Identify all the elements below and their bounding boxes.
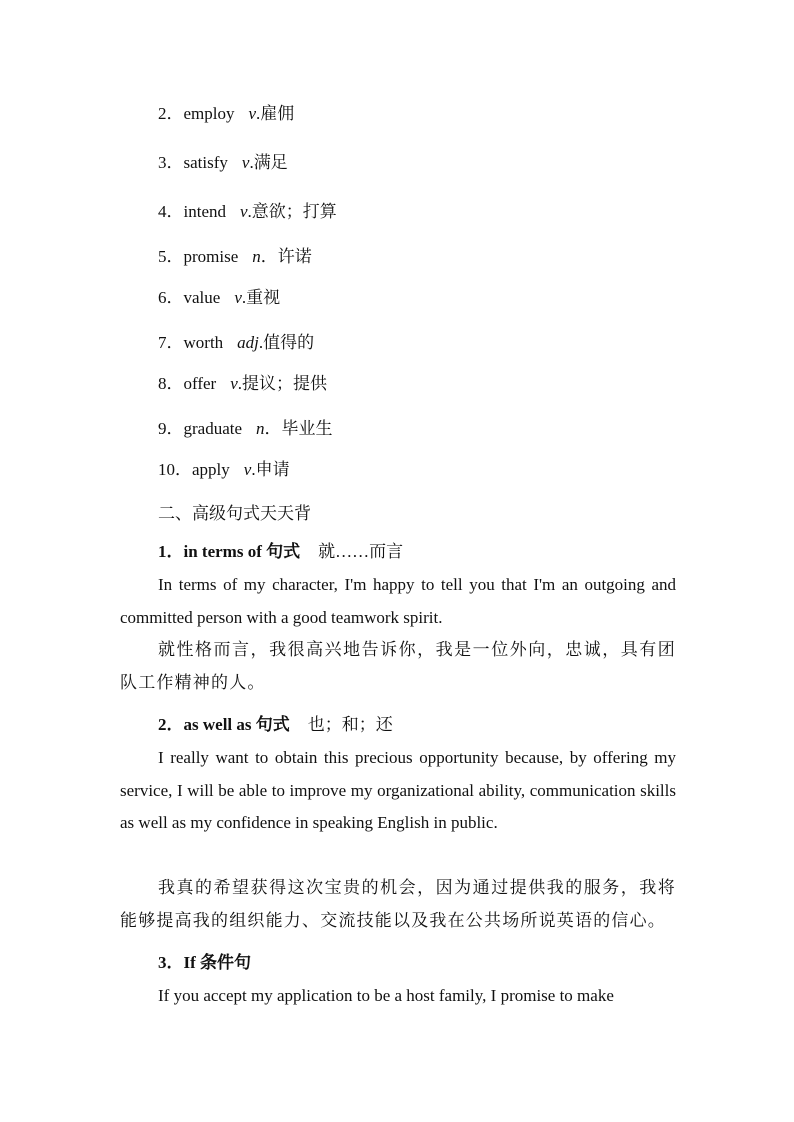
vocab-item <box>158 459 290 481</box>
vocab-word: apply <box>192 460 230 479</box>
example-chinese: 就性格而言，我很高兴地告诉你，我是一位外向，忠诚，具有团队工作精神的人。 <box>120 640 676 692</box>
vocab-meaning: .满足 <box>249 153 288 172</box>
vocab-meaning: .提议；提供 <box>237 374 328 393</box>
vocab-word: promise <box>183 247 239 266</box>
pattern-label: 3．If 条件句 <box>158 953 252 972</box>
vocab-word: graduate <box>183 419 243 438</box>
vocab-item <box>158 152 288 174</box>
vocab-item <box>158 287 280 309</box>
vocab-meaning: .意欲；打算 <box>247 202 337 221</box>
pattern-heading <box>158 714 393 736</box>
vocab-pos: v <box>243 460 252 479</box>
section-title: 二、高级句式天天背 <box>158 504 311 523</box>
vocab-pos: adj <box>237 333 259 352</box>
vocab-item <box>158 332 314 354</box>
vocab-number: 5． <box>158 247 184 266</box>
example-english: If you accept my application to be a host family, I promise to make <box>158 986 614 1005</box>
vocab-pos: n <box>252 247 261 266</box>
pattern-label: 2．as well as 句式 <box>158 715 290 734</box>
vocab-meaning: .值得的 <box>258 333 315 352</box>
vocab-number: 8． <box>158 374 184 393</box>
vocab-pos: n <box>256 419 265 438</box>
pattern-heading <box>158 952 251 974</box>
pattern-label: 1．in terms of 句式 <box>158 542 301 561</box>
vocab-meaning: ．毕业生 <box>264 419 333 438</box>
vocab-meaning: ．许诺 <box>260 247 312 266</box>
vocab-pos: v <box>234 288 242 307</box>
vocab-meaning: .雇佣 <box>256 104 295 123</box>
vocab-item <box>158 103 294 125</box>
vocab-item <box>158 373 327 395</box>
vocab-number: 6． <box>158 288 184 307</box>
vocab-number: 7． <box>158 333 184 352</box>
vocab-word: intend <box>183 202 226 221</box>
vocab-number: 3． <box>158 153 184 172</box>
example-chinese: 我真的希望获得这次宝贵的机会，因为通过提供我的服务，我将能够提高我的组织能力、交流技能以及我在公共场所说英语的信心。 <box>120 878 676 930</box>
vocab-number: 4． <box>158 202 184 221</box>
vocab-number: 2． <box>158 104 184 123</box>
vocab-number: 10． <box>158 460 192 479</box>
vocab-meaning: .重视 <box>241 288 281 307</box>
vocab-item <box>158 201 337 223</box>
vocab-word: value <box>183 288 221 307</box>
vocab-pos: v <box>240 202 248 221</box>
pattern-meaning: 就……而言 <box>318 542 404 561</box>
example-english: In terms of my character, I'm happy to tell you that I'm an outgoing and committed person with a good teamwork spirit. <box>120 575 676 627</box>
vocab-word: employ <box>183 104 235 123</box>
vocab-item <box>158 246 312 268</box>
vocab-meaning: .申请 <box>251 460 290 479</box>
vocab-word: satisfy <box>183 153 228 172</box>
example-english: I really want to obtain this precious opportunity because, by offering my service, I will be able to improve my organizational ability, communication skills as well as my confidence in speaking English in public. <box>120 748 676 832</box>
vocab-pos: v <box>241 153 250 172</box>
pattern-heading <box>158 541 403 563</box>
vocab-pos: v <box>248 104 257 123</box>
vocab-word: worth <box>183 333 224 352</box>
pattern-meaning: 也；和；还 <box>307 715 393 734</box>
vocab-item <box>158 418 333 440</box>
vocab-word: offer <box>183 374 217 393</box>
vocab-pos: v <box>230 374 238 393</box>
vocab-number: 9． <box>158 419 184 438</box>
